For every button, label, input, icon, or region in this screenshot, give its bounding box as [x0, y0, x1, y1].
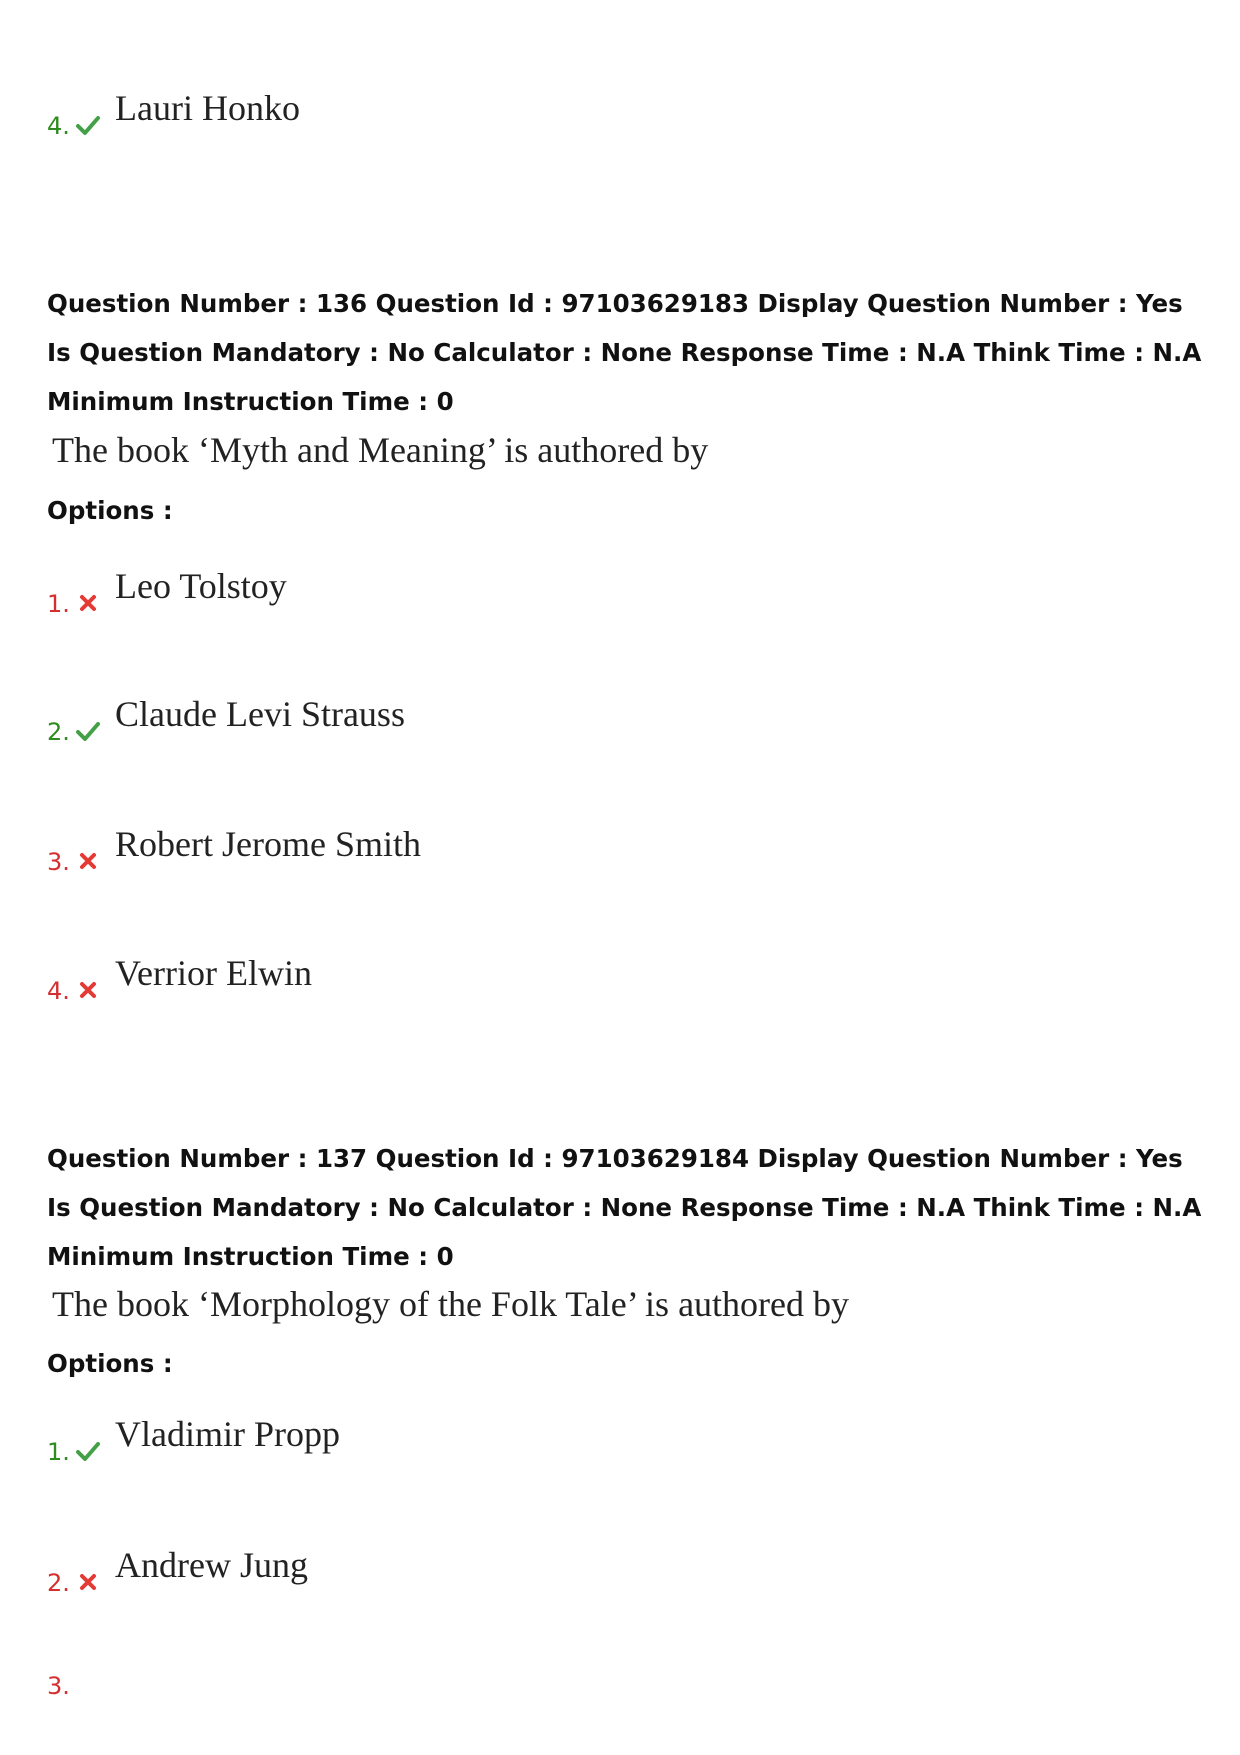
- question-meta: Question Number : 136 Question Id : 97103629183 Display Question Number : Yes Is Question Mandatory : No Calculator : None Response Time : N.A Think Time : N.A Minimum Instruction Time : 0: [47, 289, 1202, 416]
- checkmark-icon: [75, 1438, 101, 1464]
- option-row: [47, 1545, 308, 1597]
- question-text: The book ‘Myth and Meaning’ is authored by: [52, 430, 709, 470]
- option-number: 1.: [47, 590, 70, 618]
- option-number: 2.: [47, 1569, 70, 1597]
- checkmark-icon: [75, 112, 101, 138]
- cross-icon: [75, 977, 101, 1003]
- option-number: 4.: [47, 977, 70, 1005]
- option-row: [47, 1414, 340, 1466]
- option-number: 4.: [47, 112, 70, 140]
- cross-icon: [75, 590, 101, 616]
- cross-icon: [75, 848, 101, 874]
- options-label: Options :: [47, 1349, 173, 1378]
- question-text: The book ‘Morphology of the Folk Tale’ is authored by: [52, 1284, 850, 1324]
- option-text: Verrior Elwin: [115, 953, 312, 993]
- option-text: Vladimir Propp: [115, 1414, 340, 1454]
- cross-icon: [75, 1569, 101, 1595]
- option-row: [47, 566, 287, 618]
- option-text: Lauri Honko: [115, 88, 300, 128]
- option-row: [47, 88, 300, 140]
- option-row: [47, 824, 421, 876]
- option-text: Leo Tolstoy: [115, 566, 287, 606]
- checkmark-icon: [75, 718, 101, 744]
- question-meta: Question Number : 137 Question Id : 97103629184 Display Question Number : Yes Is Question Mandatory : No Calculator : None Response Time : N.A Think Time : N.A Minimum Instruction Time : 0: [47, 1144, 1202, 1271]
- option-number: 3.: [47, 848, 70, 876]
- option-number: 1.: [47, 1438, 70, 1466]
- option-row: [47, 953, 312, 1005]
- option-number: 3.: [47, 1672, 70, 1700]
- option-text: Andrew Jung: [115, 1545, 308, 1585]
- option-row: [47, 694, 405, 746]
- option-text: Claude Levi Strauss: [115, 694, 405, 734]
- option-row: [47, 1672, 75, 1700]
- option-text: Robert Jerome Smith: [115, 824, 421, 864]
- options-label: Options :: [47, 496, 173, 525]
- option-number: 2.: [47, 718, 70, 746]
